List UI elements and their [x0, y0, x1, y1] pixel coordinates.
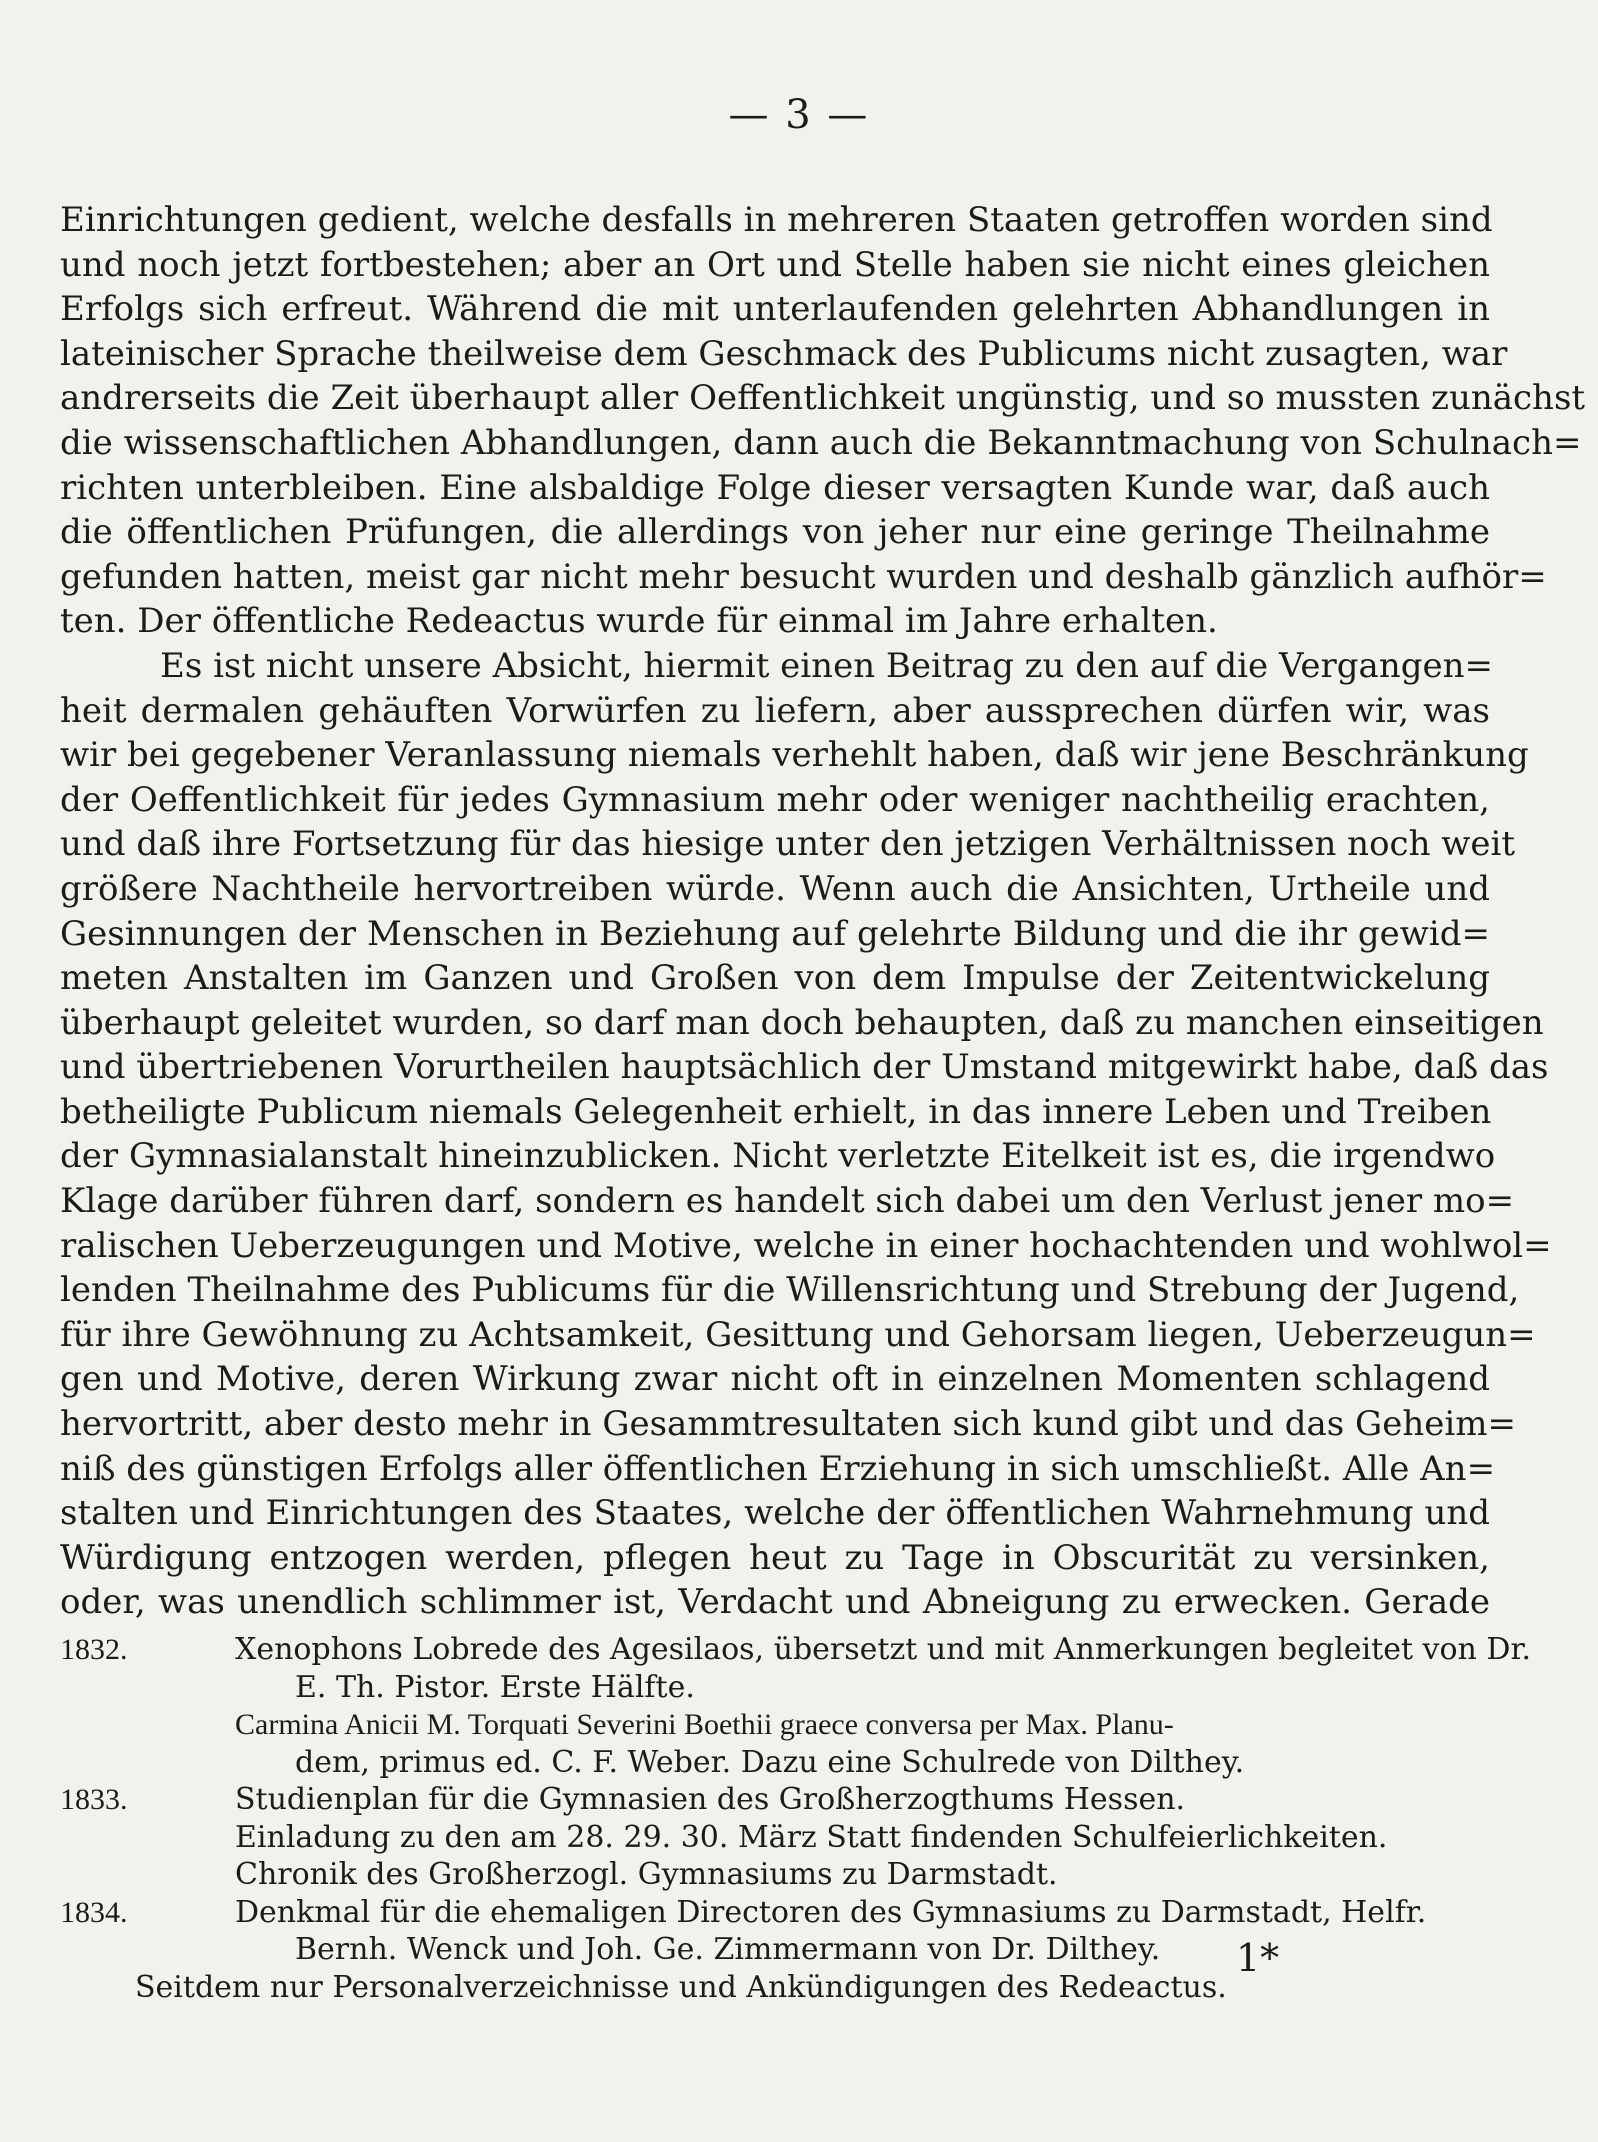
body-line: Würdigung entzogen werden, pflegen heut zu Tage in Obscurität zu versinken, — [60, 1537, 1490, 1578]
body-line: andrerseits die Zeit überhaupt aller Oeffentlichkeit ungünstig, und so mussten zunächst — [60, 378, 1586, 419]
footnote-line: Chronik des Großherzogl. Gymnasiums zu Darmstadt. — [235, 1857, 1058, 1892]
footnote-line: Einladung zu den am 28. 29. 30. März Statt findenden Schulfeierlichkeiten. — [235, 1819, 1388, 1855]
footnote-line: Xenophons Lobrede des Agesilaos, übersetzt und mit Anmerkungen begleitet von Dr. — [235, 1632, 1532, 1667]
footnote-entry — [60, 1631, 1532, 1781]
body-line: größere Nachtheile hervortreiben würde. Wenn auch die Ansichten, Urtheile und — [60, 868, 1490, 909]
body-line: und daß ihre Fortsetzung für das hiesige unter den jetzigen Verhältnissen noch weit — [60, 824, 1516, 865]
footnote-year: 1832. — [60, 1633, 128, 1666]
footnote-line: Bernh. Wenck und Joh. Ge. Zimmermann von Dr. Dilthey. — [295, 1932, 1161, 1967]
footnote-line: Studienplan für die Gymnasien des Großherzogthums Hessen. — [235, 1782, 1186, 1817]
body-line: wir bei gegebener Veranlassung niemals verhehlt haben, daß wir jene Beschränkung — [60, 735, 1529, 776]
footnote-trailing-line: Seitdem nur Personalverzeichnisse und Ankündigungen des Redeactus. — [135, 1969, 1227, 2005]
footnote-line: dem, primus ed. C. F. Weber. Dazu eine Schulrede von Dilthey. — [295, 1744, 1245, 1780]
body-line: oder, was unendlich schlimmer ist, Verdacht und Abneigung zu erwecken. Gerade — [60, 1582, 1490, 1623]
body-line: betheiligte Publicum niemals Gelegenheit erhielt, in das innere Leben und Treiben — [60, 1091, 1492, 1132]
footnote-line: E. Th. Pistor. Erste Hälfte. — [295, 1669, 695, 1705]
footnote-year: 1833. — [60, 1783, 128, 1816]
body-line: Erfolgs sich erfreut. Während die mit unterlaufenden gelehrten Abhandlungen in — [60, 289, 1490, 330]
body-line: die öffentlichen Prüfungen, die allerdings von jeher nur eine geringe Theilnahme — [60, 512, 1490, 553]
body-line: überhaupt geleitet wurden, so darf man doch behaupten, daß zu manchen einseitigen — [60, 1002, 1544, 1043]
body-line: der Gymnasialanstalt hineinzublicken. Nicht verletzte Eitelkeit ist es, die irgendwo — [60, 1136, 1496, 1177]
body-line: Gesinnungen der Menschen in Beziehung auf gelehrte Bildung und die ihr gewid= — [60, 913, 1490, 954]
body-line: und noch jetzt fortbestehen; aber an Ort und Stelle haben sie nicht eines gleichen — [60, 244, 1490, 285]
page-number: — 3 — — [728, 92, 870, 138]
body-line: heit dermalen gehäuften Vorwürfen zu liefern, aber aussprechen dürfen wir, was — [60, 690, 1490, 731]
body-line: die wissenschaftlichen Abhandlungen, dann auch die Bekanntmachung von Schulnach= — [60, 422, 1582, 463]
body-line: lenden Theilnahme des Publicums für die Willensrichtung und Strebung der Jugend, — [60, 1270, 1520, 1311]
footnote-entry — [60, 1781, 1490, 1894]
body-line: lateinischer Sprache theilweise dem Geschmack des Publicums nicht zusagten, war — [60, 333, 1508, 374]
body-line: gefunden hatten, meist gar nicht mehr besucht wurden und deshalb gänzlich aufhör= — [60, 556, 1547, 597]
footnote-line: Carmina Anicii M. Torquati Severini Boethii graece conversa per Max. Planu- — [235, 1708, 1174, 1741]
footnote-year: 1834. — [60, 1895, 128, 1929]
body-line: niß des günstigen Erfolgs aller öffentlichen Erziehung in sich umschließt. Alle An= — [60, 1448, 1496, 1489]
body-line: Klage darüber führen darf, sondern es handelt sich dabei um den Verlust jener mo= — [60, 1181, 1515, 1222]
body-line: stalten und Einrichtungen des Staates, welche der öffentlichen Wahrnehmung und — [60, 1493, 1490, 1534]
body-line: meten Anstalten im Ganzen und Großen von dem Impulse der Zeitentwickelung — [60, 958, 1490, 999]
body-line: ralischen Ueberzeugungen und Motive, welche in einer hochachtenden und wohlwol= — [60, 1225, 1552, 1266]
body-line: Es ist nicht unsere Absicht, hiermit einen Beitrag zu den auf die Vergangen= — [160, 645, 1493, 686]
body-line: gen und Motive, deren Wirkung zwar nicht oft in einzelnen Momenten schlagend — [60, 1359, 1490, 1400]
body-line: und übertriebenen Vorurtheilen hauptsächlich der Umstand mitgewirkt habe, daß das — [60, 1047, 1549, 1088]
body-line: hervortritt, aber desto mehr in Gesammtresultaten sich kund gibt und das Geheim= — [60, 1404, 1516, 1445]
body-line: ten. Der öffentliche Redeactus wurde für einmal im Jahre erhalten. — [60, 601, 1218, 642]
printer-signature-mark: 1* — [1236, 1936, 1280, 1980]
body-text — [60, 198, 1586, 1625]
body-line: für ihre Gewöhnung zu Achtsamkeit, Gesittung und Gehorsam liegen, Ueberzeugun= — [60, 1314, 1536, 1355]
body-line: Einrichtungen gedient, welche desfalls in mehreren Staaten getroffen worden sind — [60, 200, 1493, 240]
body-line: der Oeffentlichkeit für jedes Gymnasium mehr oder weniger nachtheilig erachten, — [60, 779, 1490, 820]
footnote-line: Denkmal für die ehemaligen Directoren des Gymnasiums zu Darmstadt, Helfr. — [235, 1894, 1427, 1930]
body-line: richten unterbleiben. Eine alsbaldige Folge dieser versagten Kunde war, daß auch — [60, 467, 1490, 508]
